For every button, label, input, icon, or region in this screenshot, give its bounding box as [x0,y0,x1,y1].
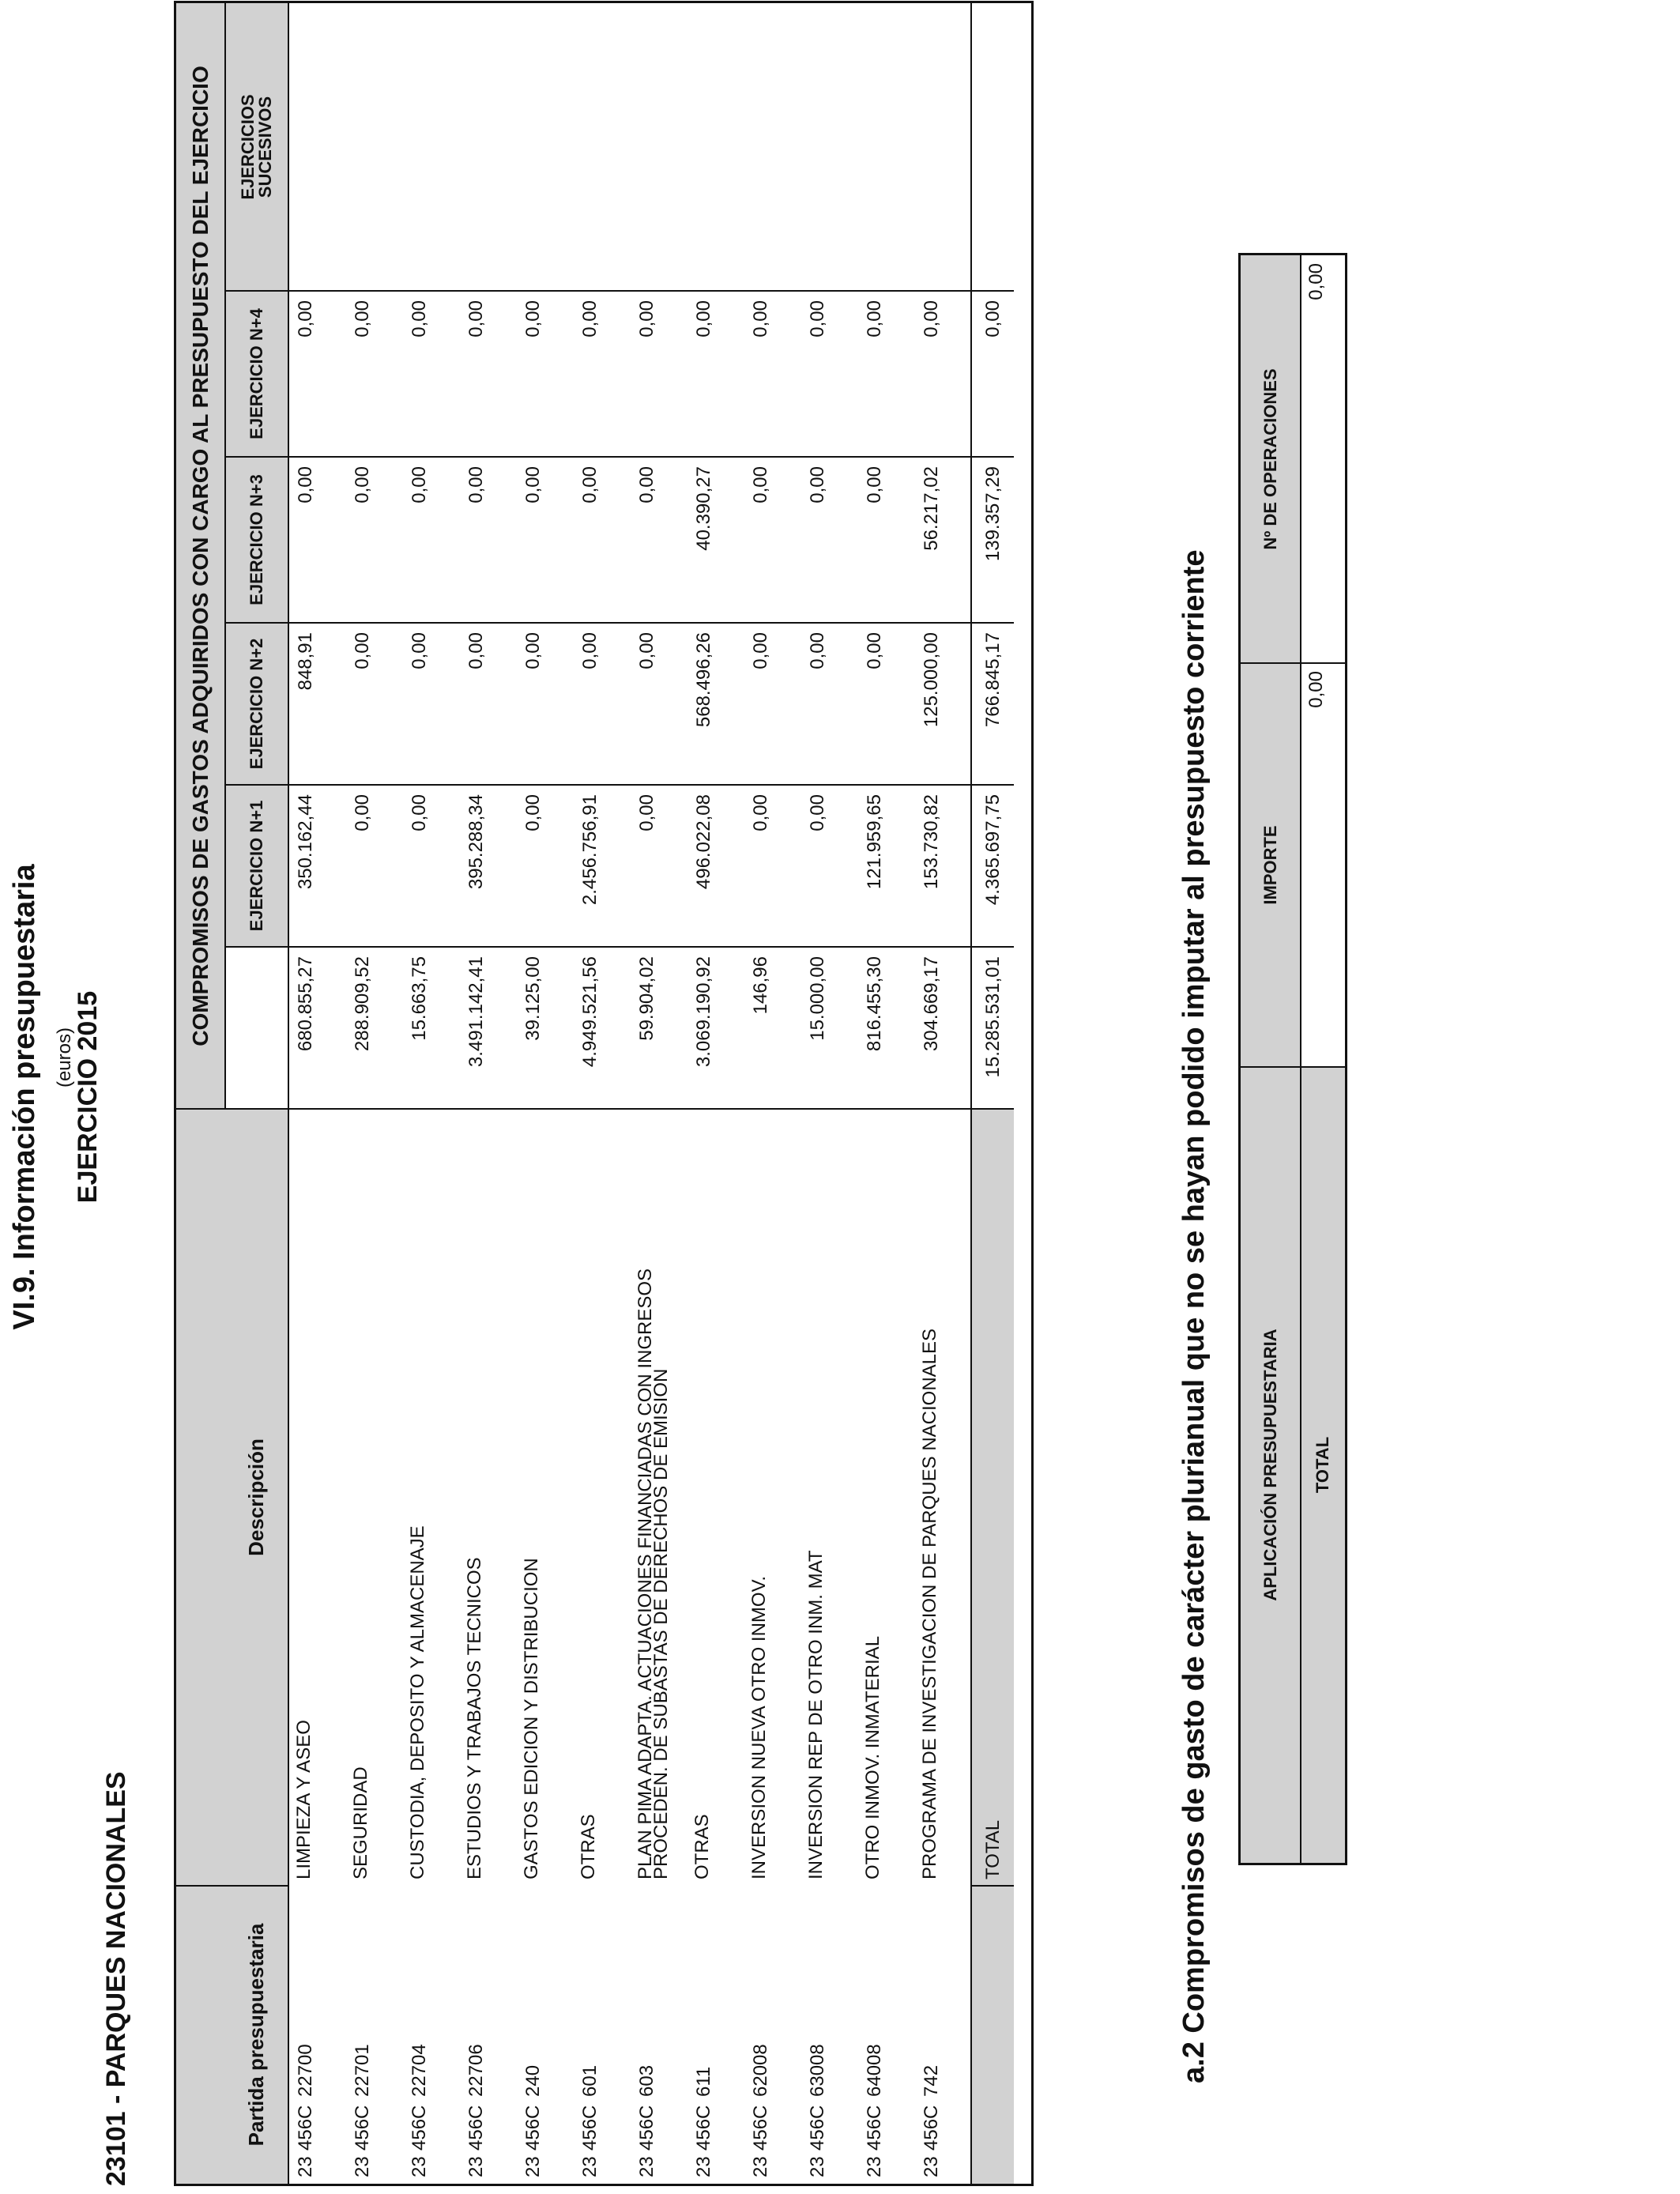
row-program: 456C [921,2105,942,2151]
section-a2-title: a.2 Compromisos de gasto de carácter plurianual que no se hayan podido imputar al presupuesto corriente [1177,549,1211,2083]
row-value-suc: 0,00 [864,300,885,337]
row-concept: 22706 [465,2044,487,2097]
row-value-n1: 146,96 [750,956,771,1015]
row-concept: 601 [579,2064,601,2097]
row-org: 23 [465,2156,487,2177]
row-value-n2: 395.288,34 [465,794,487,890]
row-org: 23 [750,2156,771,2177]
row-value-suc: 0,00 [465,300,487,337]
row-program: 456C [352,2105,373,2151]
row-concept: 64008 [864,2044,885,2097]
row-value-n4: 0,00 [579,466,601,503]
row-concept: 62008 [750,2044,771,2097]
row-program: 456C [465,2105,487,2151]
total-label: TOTAL [982,1819,1004,1879]
row-value-n2: 0,00 [522,794,544,831]
row-value-n4: 40.390,27 [693,466,714,551]
header-aplicacion: APLICACIÓN PRESUPUESTARIA [1241,1067,1301,1863]
document-title: VI.9. Información presupuestaria [8,864,41,1330]
row-value-n3: 0,00 [409,632,430,669]
grid-line [1241,1066,1345,1068]
total-row-shade [971,1109,1014,2184]
row-org: 23 [636,2156,657,2177]
row-description: ESTUDIOS Y TRABAJOS TECNICOS [464,1557,485,1879]
grid-line [176,1885,288,1887]
row-description: SEGURIDAD [350,1766,371,1879]
row-description: LIMPIEZA Y ASEO [293,1720,315,1879]
header-descripcion: Descripción [176,1109,288,1886]
row-value-n3: 0,00 [750,632,771,669]
row-value-n1: 680.855,27 [295,956,316,1052]
grid-line [225,946,1014,948]
header-ejercicio-n1: EJERCICIO N+1 [225,785,288,947]
row-description: GASTOS EDICION Y DISTRIBUCION [521,1558,542,1879]
row-concept: 22701 [352,2044,373,2097]
row-value-n3: 0,00 [465,632,487,669]
row-value-suc: 0,00 [522,300,544,337]
row-value-n3: 0,00 [579,632,601,669]
plurianual-table [1238,253,1347,1865]
row-org: 23 [352,2156,373,2177]
row-value-n2: 0,00 [352,794,373,831]
row-description: OTRAS [578,1814,599,1879]
row-org: 23 [409,2156,430,2177]
row-concept: 611 [693,2066,714,2097]
row-value-suc: 0,00 [750,300,771,337]
header-ejercicio-n3: EJERCICIO N+3 [225,457,288,623]
row-value-n4: 0,00 [465,466,487,503]
row-concept: 240 [522,2064,544,2097]
row-org: 23 [864,2156,885,2177]
row-concept: 742 [921,2064,942,2097]
row-value-n1: 39.125,00 [522,956,544,1041]
row-value-n4: 0,00 [864,466,885,503]
row-org: 23 [522,2156,544,2177]
row-value-n2: 2.456.756,91 [579,794,601,906]
row-program: 456C [750,2105,771,2151]
grid-line [225,784,1014,786]
row-value-n3: 0,00 [864,632,885,669]
row-org: 23 [807,2156,828,2177]
header-ejercicio-n4: EJERCICIO N+4 [225,291,288,457]
row-value-n4: 0,00 [807,466,828,503]
row-description: OTRAS [691,1814,713,1879]
row-description: OTRO INMOV. INMATERIAL [862,1635,883,1879]
row-value-n4: 0,00 [750,466,771,503]
header-ejercicio-n2: EJERCICIO N+2 [225,623,288,785]
grid-line [224,3,226,1109]
row-concept: 603 [636,2064,657,2097]
row-value-n3: 0,00 [807,632,828,669]
total-value-suc: 0,00 [982,300,1004,337]
row-value-n4: 0,00 [636,466,657,503]
grid-line [971,1885,1014,1887]
row-value-n2: 0,00 [750,794,771,831]
header-partida: Partida presupuestaria [176,1886,288,2184]
row-value-n3: 848,91 [295,632,316,691]
header-ejercicios-sucesivos: EJERCICIOS SUCESIVOS [225,3,288,291]
row-org: 23 [295,2156,316,2177]
row-value-n4: 56.217,02 [921,466,942,551]
total-value-n4: 139.357,29 [982,466,1004,562]
header-importe: IMPORTE [1241,663,1301,1067]
header-operaciones: Nº DE OPERACIONES [1241,255,1301,663]
row-value-suc: 0,00 [352,300,373,337]
row-program: 456C [409,2105,430,2151]
units-label: (euros) [54,1027,75,1088]
row-value-n1: 3.069.190,92 [693,956,714,1068]
row-concept: 22700 [295,2044,316,2097]
row-org: 23 [579,2156,601,2177]
row-value-suc: 0,00 [579,300,601,337]
row-value-n4: 0,00 [352,466,373,503]
row-value-n1: 15.000,00 [807,956,828,1041]
grid-line [1241,662,1345,664]
row-program: 456C [579,2105,601,2151]
row-value-suc: 0,00 [807,300,828,337]
grid-line [1300,255,1301,1863]
total-value-n3: 766.845,17 [982,632,1004,728]
row-value-n2: 121.959,65 [864,794,885,890]
row-value-suc: 0,00 [636,300,657,337]
row-value-n1: 816.455,30 [864,956,885,1052]
row-value-n1: 304.669,17 [921,956,942,1052]
total-value-n2: 4.365.697,75 [982,794,1004,906]
row-concept: 63008 [807,2044,828,2097]
row-value-n4: 0,00 [295,466,316,503]
row-value-n1: 3.491.142,41 [465,956,487,1068]
grid-line [225,456,1014,458]
row-value-suc: 0,00 [409,300,430,337]
row-value-suc: 0,00 [295,300,316,337]
row-value-suc: 0,00 [693,300,714,337]
row-program: 456C [636,2105,657,2151]
row-value-n3: 0,00 [522,632,544,669]
row-org: 23 [921,2156,942,2177]
total-importe: 0,00 [1305,671,1327,708]
row-value-suc: 0,00 [921,300,942,337]
row-program: 456C [522,2105,544,2151]
row-concept: 22704 [409,2044,430,2097]
row-value-n2: 0,00 [409,794,430,831]
row-value-n3: 0,00 [352,632,373,669]
grid-line [970,3,972,2184]
row-value-n3: 125.000,00 [921,632,942,728]
row-value-n2: 0,00 [636,794,657,831]
row-program: 456C [864,2105,885,2151]
entity-title: 23101 - PARQUES NACIONALES [101,1771,131,2186]
row-value-n1: 288.909,52 [352,956,373,1052]
row-program: 456C [807,2105,828,2151]
grid-line [288,3,289,2184]
total-operaciones: 0,00 [1305,263,1327,300]
grid-line [225,622,1014,624]
row-program: 456C [693,2105,714,2151]
fiscal-year-title: EJERCICIO 2015 [73,990,103,1204]
row-value-n1: 15.663,75 [409,956,430,1041]
total-label: TOTAL [1301,1067,1345,1863]
row-description: PLAN PIMA ADAPTA. ACTUACIONES FINANCIADAS CON INGRESOS [635,1268,656,1879]
row-value-n3: 568.496,26 [693,632,714,728]
row-value-n2: 496.022,08 [693,794,714,890]
total-value-n1: 15.285.531,01 [982,956,1004,1078]
row-description: PROGRAMA DE INVESTIGACION DE PARQUES NACIONALES [919,1328,940,1879]
header-group-compromisos: COMPROMISOS DE GASTOS ADQUIRIDOS CON CARGO AL PRESUPUESTO DEL EJERCICIO [176,3,225,1109]
row-description: CUSTODIA, DEPOSITO Y ALMACENAJE [407,1525,428,1879]
grid-line [225,290,1014,292]
row-value-n2: 350.162,44 [295,794,316,890]
commitments-table [174,1,1034,2186]
row-value-n2: 0,00 [807,794,828,831]
row-description-cont: PROCEDEN. DE SUBASTAS DE DERECHOS DE EMISION [650,1368,672,1879]
row-program: 456C [295,2105,316,2151]
row-value-n4: 0,00 [522,466,544,503]
row-value-n4: 0,00 [409,466,430,503]
row-description: INVERSION NUEVA OTRO INMOV. [748,1575,770,1879]
row-value-n3: 0,00 [636,632,657,669]
grid-line [176,1108,1014,1110]
row-value-n2: 153.730,82 [921,794,942,890]
row-description: INVERSION REP DE OTRO INM. MAT [805,1550,827,1879]
row-value-n1: 59.904,02 [636,956,657,1041]
row-value-n1: 4.949.521,56 [579,956,601,1068]
row-org: 23 [693,2156,714,2177]
